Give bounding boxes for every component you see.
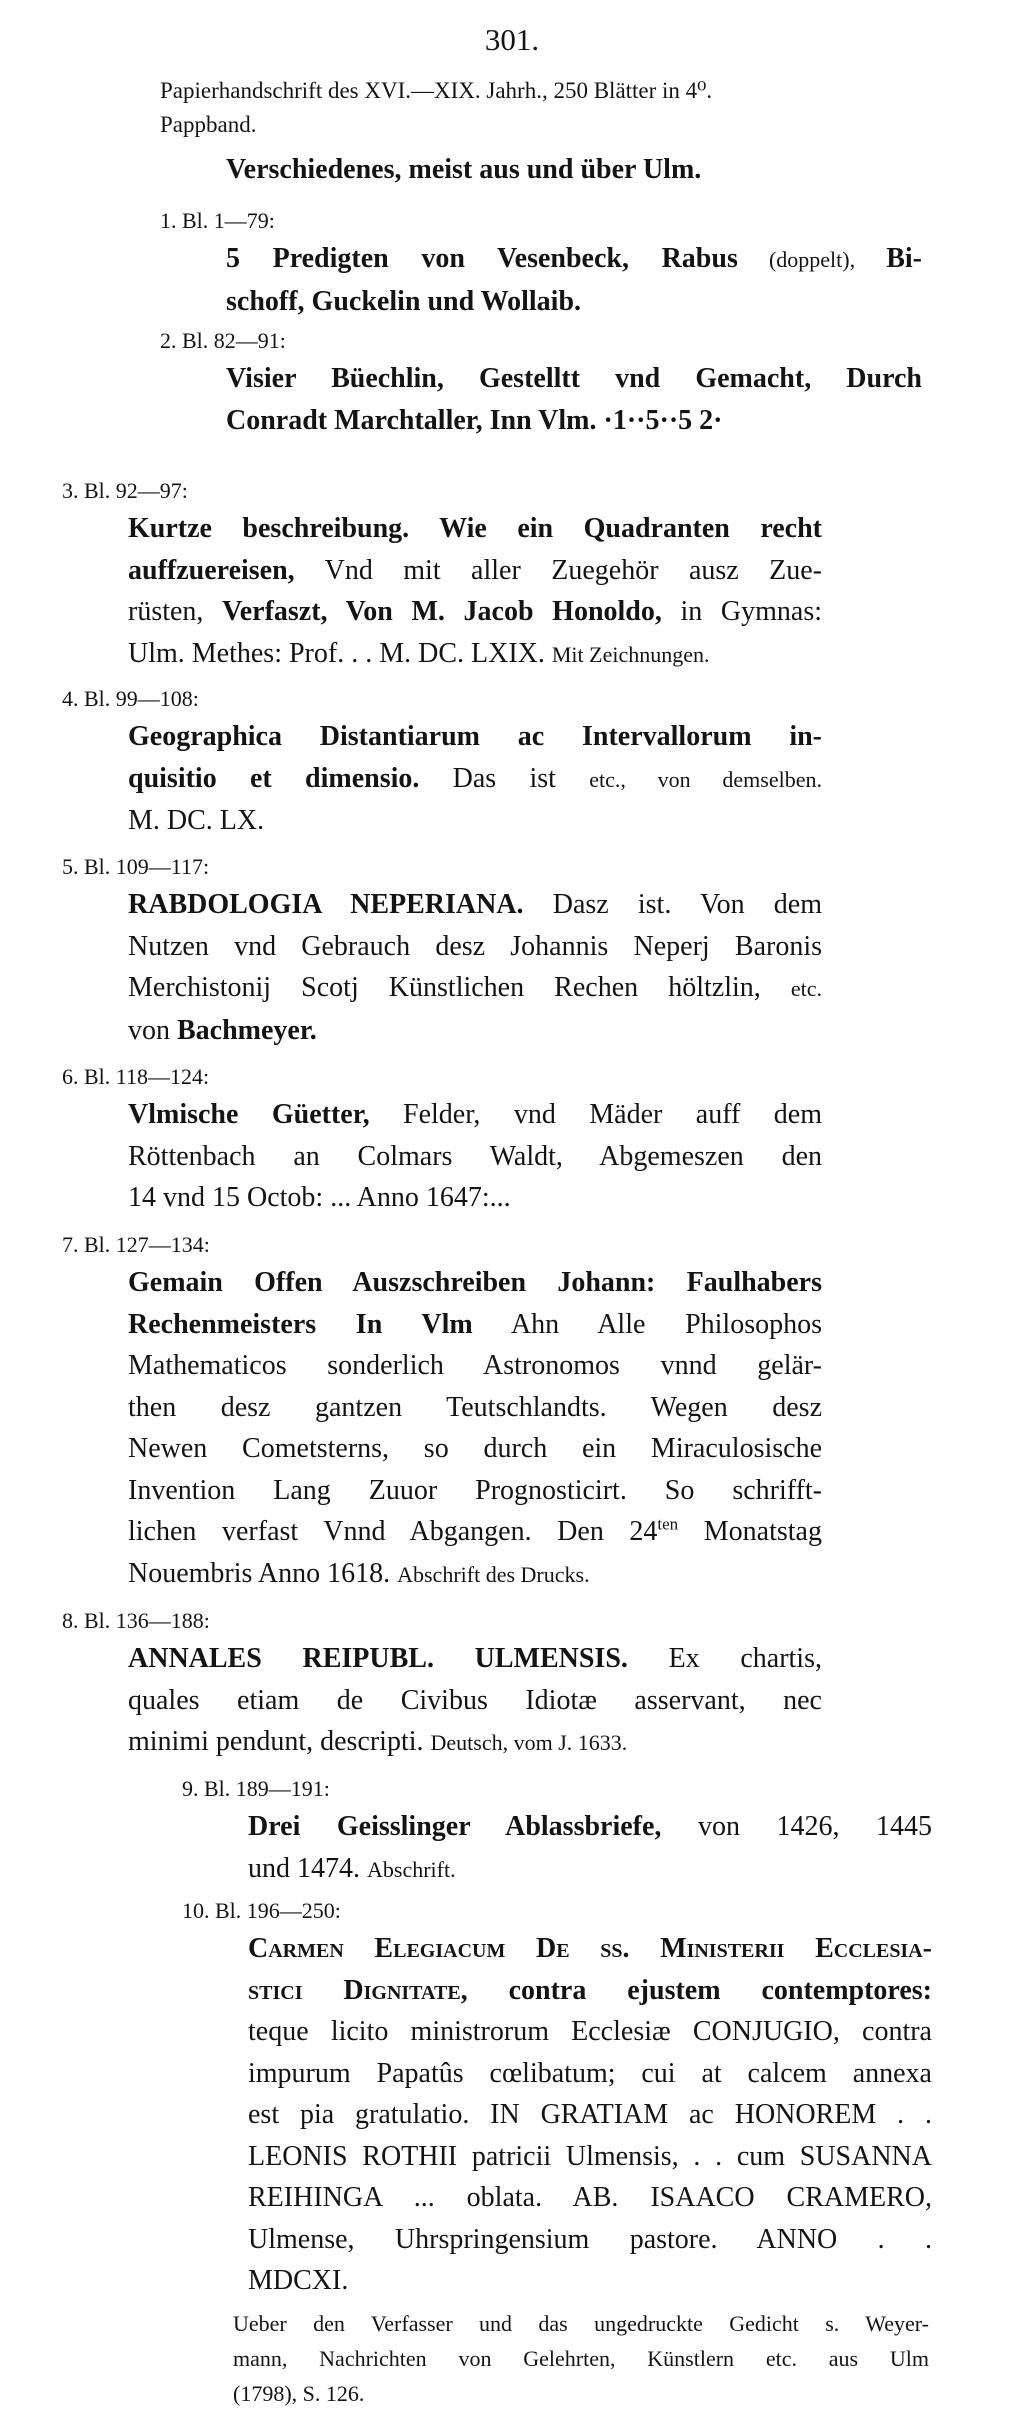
footnote-line: Ueber den Verfasser und das ungedruckte Gedicht s. Weyer-: [233, 2311, 929, 2336]
entry-label: 5. Bl. 109—117:: [62, 854, 210, 879]
entry-label: 9. Bl. 189—191:: [182, 1776, 330, 1801]
entry-text: Gemain Offen Auszschreiben Johann: Faulhabers Rechenmeisters In Vlm Ahn Alle Philosophos Mathematicos sonderlich Astronomos vnnd gelär- then desz gantzen Teutschlandts. Wegen desz Newen Cometsterns, so durch ein Miraculosische Invention Lang Zuuor Prognosticirt. So schrifft- lichen verfast Vnnd Abgangen. Den $24^{ten}$ Monatstag Nouembris Anno 1618. Abschrift des Drucks.: [128, 1267, 822, 1589]
entry-text: Drei Geisslinger Ablassbriefe, von 1426, 1445 und 1474. Abschrift.: [248, 1811, 933, 1884]
page-number: 301.: [484, 22, 540, 57]
entry-text: Vlmische Güetter, Felder, vnd Mäder auff dem Röttenbach an Colmars Waldt, Abgemeszen den 14 vnd 15 Octob: ... Anno 1647:...: [128, 1099, 823, 1213]
footnote-line: (1798), S. 126.: [233, 2381, 365, 2406]
entry-text: Geographica Distantiarum ac Intervallorum in- quisitio et dimensio. Das ist etc., von demselben. M. DC. LX.: [128, 721, 822, 836]
entry-label: 10. Bl. 196—250:: [182, 1898, 341, 1923]
collection-title: Verschiedenes, meist aus und über Ulm.: [226, 154, 702, 185]
entry-label: 7. Bl. 127—134:: [62, 1232, 210, 1257]
entry-label: 4. Bl. 99—108:: [62, 686, 199, 711]
entry-label: 6. Bl. 118—124:: [62, 1064, 210, 1089]
entry-text: RABDOLOGIA NEPERIANA. Dasz ist. Von dem Nutzen vnd Gebrauch desz Johannis Neperj Baronis Merchistonij Scotj Künstlichen Rechen höltzlin, etc. von Bachmeyer.: [128, 889, 822, 1046]
entry-label: 2. Bl. 82—91:: [160, 328, 286, 353]
binding-note: Pappband.: [160, 112, 257, 137]
footnote-line: mann, Nachrichten von Gelehrten, Künstlern etc. aus Ulm: [233, 2346, 929, 2371]
entry-text: Visier Büechlin, Gestelltt vnd Gemacht, Durch Conradt Marchtaller, Inn Vlm. ·1··5··5 2·: [226, 363, 922, 436]
manuscript-description: Papierhandschrift des XVI.—XIX. Jahrh., 250 Blätter in 4⁰.: [160, 78, 713, 103]
footnote: [233, 2306, 929, 2411]
entry-text: ANNALES REIPUBL. ULMENSIS. Ex chartis, quales etiam de Civibus Idiotæ asservant, nec minimi pendunt, descripti. Deutsch, vom J. 1633.: [128, 1643, 822, 1757]
entry-label: 1. Bl. 1—79:: [160, 208, 275, 233]
entry-text: Kurtze beschreibung. Wie ein Quadranten recht auffzuereisen, Vnd mit aller Zuegehör ausz Zue- rüsten, Verfaszt, Von M. Jacob Honoldo, in Gymnas: Ulm. Methes: Prof. . . M. DC. LXIX. Mit Zeichnungen.: [128, 513, 822, 669]
entry-text: 5 Predigten von Vesenbeck, Rabus (doppelt), Bi- schoff, Guckelin und Wollaib.: [226, 243, 922, 317]
entry-text: Carmen Elegiacum De ss. Ministerii Ecclesia- stici Dignitate, contra ejustem contemptores: teque licito ministrorum Ecclesiæ CONJUGIO, contra impurum Papatûs cœlibatum; cui at calcem annexa est pia gratulatio. IN GRATIAM ac HONOREM . . LEONIS ROTHII patricii Ulmensis, . . cum SUSANNA REIHINGA ... oblata. AB. ISAACO CRAMERO, Ulmense, Uhrspringensium pastore. ANNO . . MDCXI.: [248, 1933, 932, 2296]
entry-label: 8. Bl. 136—188:: [62, 1608, 210, 1633]
entry-label: 3. Bl. 92—97:: [62, 478, 188, 503]
